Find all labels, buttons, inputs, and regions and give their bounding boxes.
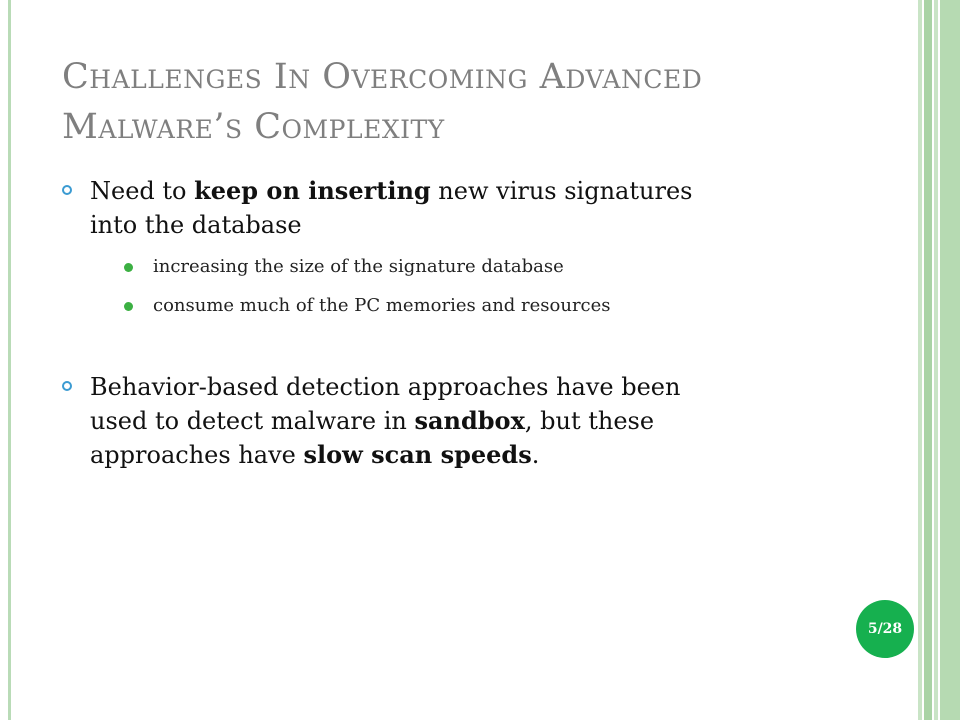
page-number-badge: [856, 600, 914, 658]
dot-bullet-icon: [124, 263, 133, 272]
right-stripe: [924, 0, 932, 720]
page-number: 5/28: [867, 621, 903, 637]
sub-bullet-list: [90, 255, 842, 318]
bullet-bold-text: slow scan speeds: [303, 440, 532, 469]
right-stripe: [940, 0, 960, 720]
sub-bullet-item: [90, 294, 842, 318]
slide-title: [62, 52, 882, 152]
circle-bullet-icon: [62, 185, 72, 195]
bullet-text: new virus signatures: [430, 177, 693, 205]
bullet-text: used to detect malware in: [90, 407, 415, 435]
bullet-signatures: [62, 174, 842, 318]
sub-bullet-item: [90, 255, 842, 279]
bullet-text: into the database: [90, 211, 302, 239]
right-stripe: [918, 0, 922, 720]
bullet-text: , but these: [524, 407, 655, 435]
bullet-behavior-detection: [62, 370, 842, 472]
circle-bullet-icon: [62, 381, 72, 391]
sub-bullet-text: increasing the size of the signature database: [153, 256, 564, 277]
bullet-text: approaches have: [90, 441, 304, 469]
dot-bullet-icon: [124, 302, 133, 311]
title-line-1: Challenges In Overcoming Advanced: [62, 57, 703, 97]
slide-content: [62, 174, 842, 472]
bullet-text: Need to: [90, 177, 195, 205]
bullet-bold-text: keep on inserting: [194, 176, 431, 205]
left-border-line: [8, 0, 11, 720]
title-line-2: Malware’s Complexity: [62, 107, 445, 147]
bullet-text: Behavior-based detection approaches have been: [90, 373, 681, 401]
bullet-bold-text: sandbox: [414, 406, 525, 435]
right-stripe: [934, 0, 938, 720]
sub-bullet-text: consume much of the PC memories and resources: [153, 295, 611, 316]
bullet-text: .: [531, 441, 540, 469]
